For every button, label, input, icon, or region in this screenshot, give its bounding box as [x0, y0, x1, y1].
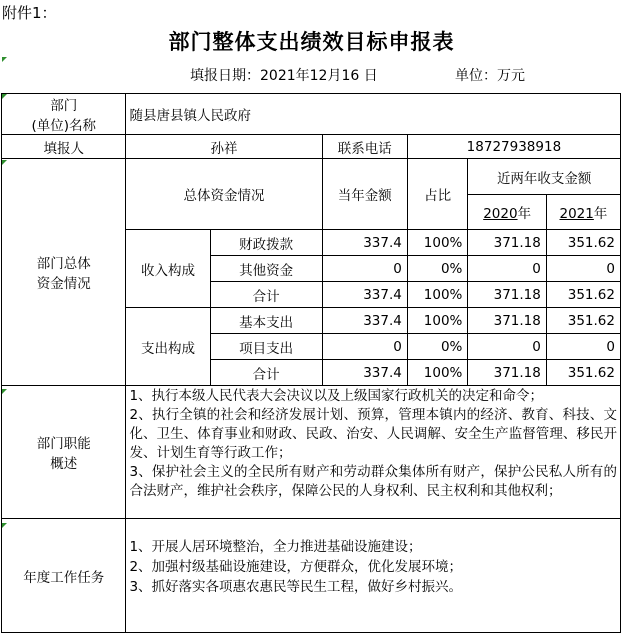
row-year1: 371.18 — [468, 230, 546, 256]
row-item: 项目支出 — [210, 334, 322, 360]
tasks-label: 年度工作任务 — [2, 519, 126, 633]
recent-years-header: 近两年收支金额 — [468, 159, 621, 195]
dept-name-value: 随县唐县镇人民政府 — [126, 94, 621, 135]
year1-header: 2020年 — [468, 195, 546, 230]
phone-label: 联系电话 — [322, 135, 407, 159]
row-item: 合计 — [210, 360, 322, 386]
row-amount: 337.4 — [322, 308, 407, 334]
fill-date-label: 填报日期： — [190, 68, 260, 84]
duty-line: 2、执行全镇的社会和经济发展计划、预算，管理本镇内的经济、教育、科技、文化、卫生、体育事业和财政、民政、治安、人民调解、安全生产监督管理、移民开发、计划生育等行政工作； — [129, 407, 617, 461]
comment-marker — [2, 160, 7, 165]
tasks-text — [126, 519, 621, 633]
row-year2: 351.62 — [546, 230, 620, 256]
attachment-label: 附件1： — [2, 4, 57, 22]
row-year1: 0 — [468, 334, 546, 360]
current-year-header: 当年金额 — [322, 159, 407, 230]
comment-marker — [2, 389, 7, 394]
ratio-header: 占比 — [407, 159, 468, 230]
row-year1: 371.18 — [468, 360, 546, 386]
row-amount: 337.4 — [322, 360, 407, 386]
row-year1: 371.18 — [468, 282, 546, 308]
filler-name: 孙祥 — [126, 135, 322, 159]
row-amount: 0 — [322, 334, 407, 360]
report-table — [1, 93, 621, 633]
row-ratio: 0% — [407, 256, 468, 282]
row-item: 财政拨款 — [210, 230, 322, 256]
row-amount: 337.4 — [322, 230, 407, 256]
row-ratio: 100% — [407, 308, 468, 334]
row-year1: 0 — [468, 256, 546, 282]
overall-funds-label: 总体资金情况 — [126, 159, 322, 230]
task-line: 1、开展人居环境整治，全力推进基础设施建设； — [129, 539, 422, 555]
filler-row — [2, 135, 621, 159]
income-label: 收入构成 — [126, 230, 210, 308]
duty-line: 1、执行本级人民代表大会决议以及上级国家行政机关的决定和命令； — [129, 388, 544, 404]
fill-date — [190, 65, 378, 85]
unit-label: 单位：万元 — [455, 68, 525, 84]
row-year2: 351.62 — [546, 282, 620, 308]
dept-row — [2, 94, 621, 135]
row-ratio: 100% — [407, 360, 468, 386]
duties-label: 部门职能 概述 — [2, 386, 126, 519]
row-ratio: 100% — [407, 282, 468, 308]
comment-marker — [2, 94, 7, 99]
row-item: 基本支出 — [210, 308, 322, 334]
fill-date-value: 2021年12月16 日 — [260, 68, 378, 84]
expense-label: 支出构成 — [126, 308, 210, 386]
row-amount: 337.4 — [322, 282, 407, 308]
funds-section-label: 部门总体 资金情况 — [2, 159, 126, 386]
comment-marker — [2, 523, 7, 528]
dept-name-label: 部门 (单位)名称 — [2, 94, 126, 135]
row-year1: 371.18 — [468, 308, 546, 334]
comment-marker — [2, 57, 7, 62]
page-title: 部门整体支出绩效目标申报表 — [168, 30, 455, 54]
row-year2: 351.62 — [546, 360, 620, 386]
filler-label: 填报人 — [2, 135, 126, 159]
task-line: 3、抓好落实各项惠农惠民等民生工程，做好乡村振兴。 — [129, 579, 463, 595]
tasks-row — [2, 519, 621, 633]
row-item: 其他资金 — [210, 256, 322, 282]
row-year2: 0 — [546, 256, 620, 282]
row-ratio: 0% — [407, 334, 468, 360]
row-ratio: 100% — [407, 230, 468, 256]
phone-value: 18727938918 — [407, 135, 620, 159]
row-amount: 0 — [322, 256, 407, 282]
row-year2: 351.62 — [546, 308, 620, 334]
duties-text — [126, 386, 621, 519]
funds-header-row — [2, 159, 621, 195]
row-year2: 0 — [546, 334, 620, 360]
duties-row — [2, 386, 621, 519]
duty-line: 3、保护社会主义的全民所有财产和劳动群众集体所有财产，保护公民私人所有的合法财产，维护社会秩序，保障公民的人身权利、民主权利和其他权利； — [129, 464, 617, 499]
year2-header: 2021年 — [546, 195, 620, 230]
task-line: 2、加强村级基础设施建设，方便群众，优化发展环境； — [129, 559, 463, 575]
row-item: 合计 — [210, 282, 322, 308]
